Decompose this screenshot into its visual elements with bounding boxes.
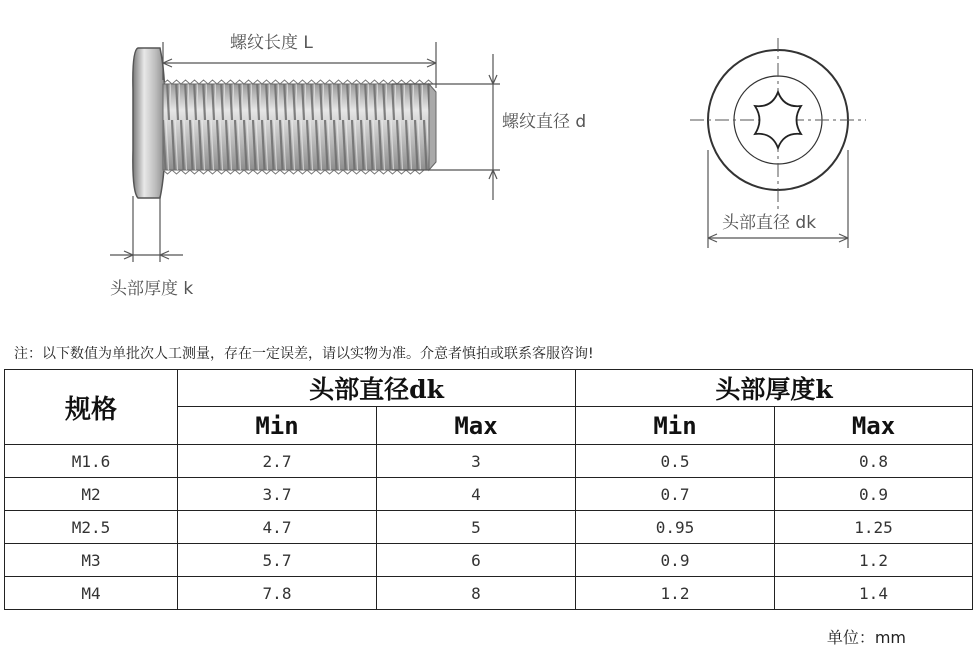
spec-cell: M3	[5, 544, 178, 577]
k-min-cell: 1.2	[576, 577, 775, 610]
k-max-cell: 1.25	[775, 511, 973, 544]
table-row	[5, 511, 973, 544]
k-min-cell: 0.95	[576, 511, 775, 544]
k-max-header: Max	[775, 407, 973, 445]
dk-max-cell: 8	[377, 577, 576, 610]
dk-min-cell: 4.7	[178, 511, 377, 544]
dk-max-cell: 5	[377, 511, 576, 544]
k-max-cell: 1.2	[775, 544, 973, 577]
k-max-cell: 0.8	[775, 445, 973, 478]
thread-diameter-label: 螺纹直径 d	[502, 112, 587, 132]
spec-header: 规格	[5, 370, 178, 445]
spec-cell: M1.6	[5, 445, 178, 478]
k-max-cell: 0.9	[775, 478, 973, 511]
dk-max-header: Max	[377, 407, 576, 445]
dk-min-cell: 2.7	[178, 445, 377, 478]
dk-min-header: Min	[178, 407, 377, 445]
head-diameter-label: 头部直径 dk	[722, 213, 817, 233]
screw-top-view	[690, 38, 866, 210]
k-min-cell: 0.7	[576, 478, 775, 511]
dk-max-cell: 4	[377, 478, 576, 511]
screw-side-view	[133, 48, 436, 198]
head-thickness-dimension	[110, 196, 183, 262]
thread-length-label: 螺纹长度 L	[230, 33, 313, 53]
head-thickness-header: 头部厚度k	[576, 370, 973, 407]
table-row	[5, 445, 973, 478]
table-row	[5, 478, 973, 511]
dk-min-cell: 5.7	[178, 544, 377, 577]
dk-min-cell: 7.8	[178, 577, 377, 610]
spec-cell: M2	[5, 478, 178, 511]
k-min-cell: 0.5	[576, 445, 775, 478]
head-diameter-header: 头部直径dk	[178, 370, 576, 407]
dk-max-cell: 3	[377, 445, 576, 478]
table-row	[5, 577, 973, 610]
table-row	[5, 544, 973, 577]
spec-table	[4, 369, 973, 610]
dk-max-cell: 6	[377, 544, 576, 577]
spec-cell: M2.5	[5, 511, 178, 544]
head-thickness-label: 头部厚度 k	[110, 279, 194, 299]
k-min-cell: 0.9	[576, 544, 775, 577]
k-min-header: Min	[576, 407, 775, 445]
unit-label: 单位：mm	[826, 628, 906, 647]
k-max-cell: 1.4	[775, 577, 973, 610]
dk-min-cell: 3.7	[178, 478, 377, 511]
measurement-note: 注：以下数值为单批次人工测量，存在一定误差，请以实物为准。介意者慎拍或联系客服咨询!	[14, 346, 594, 362]
spec-cell: M4	[5, 577, 178, 610]
